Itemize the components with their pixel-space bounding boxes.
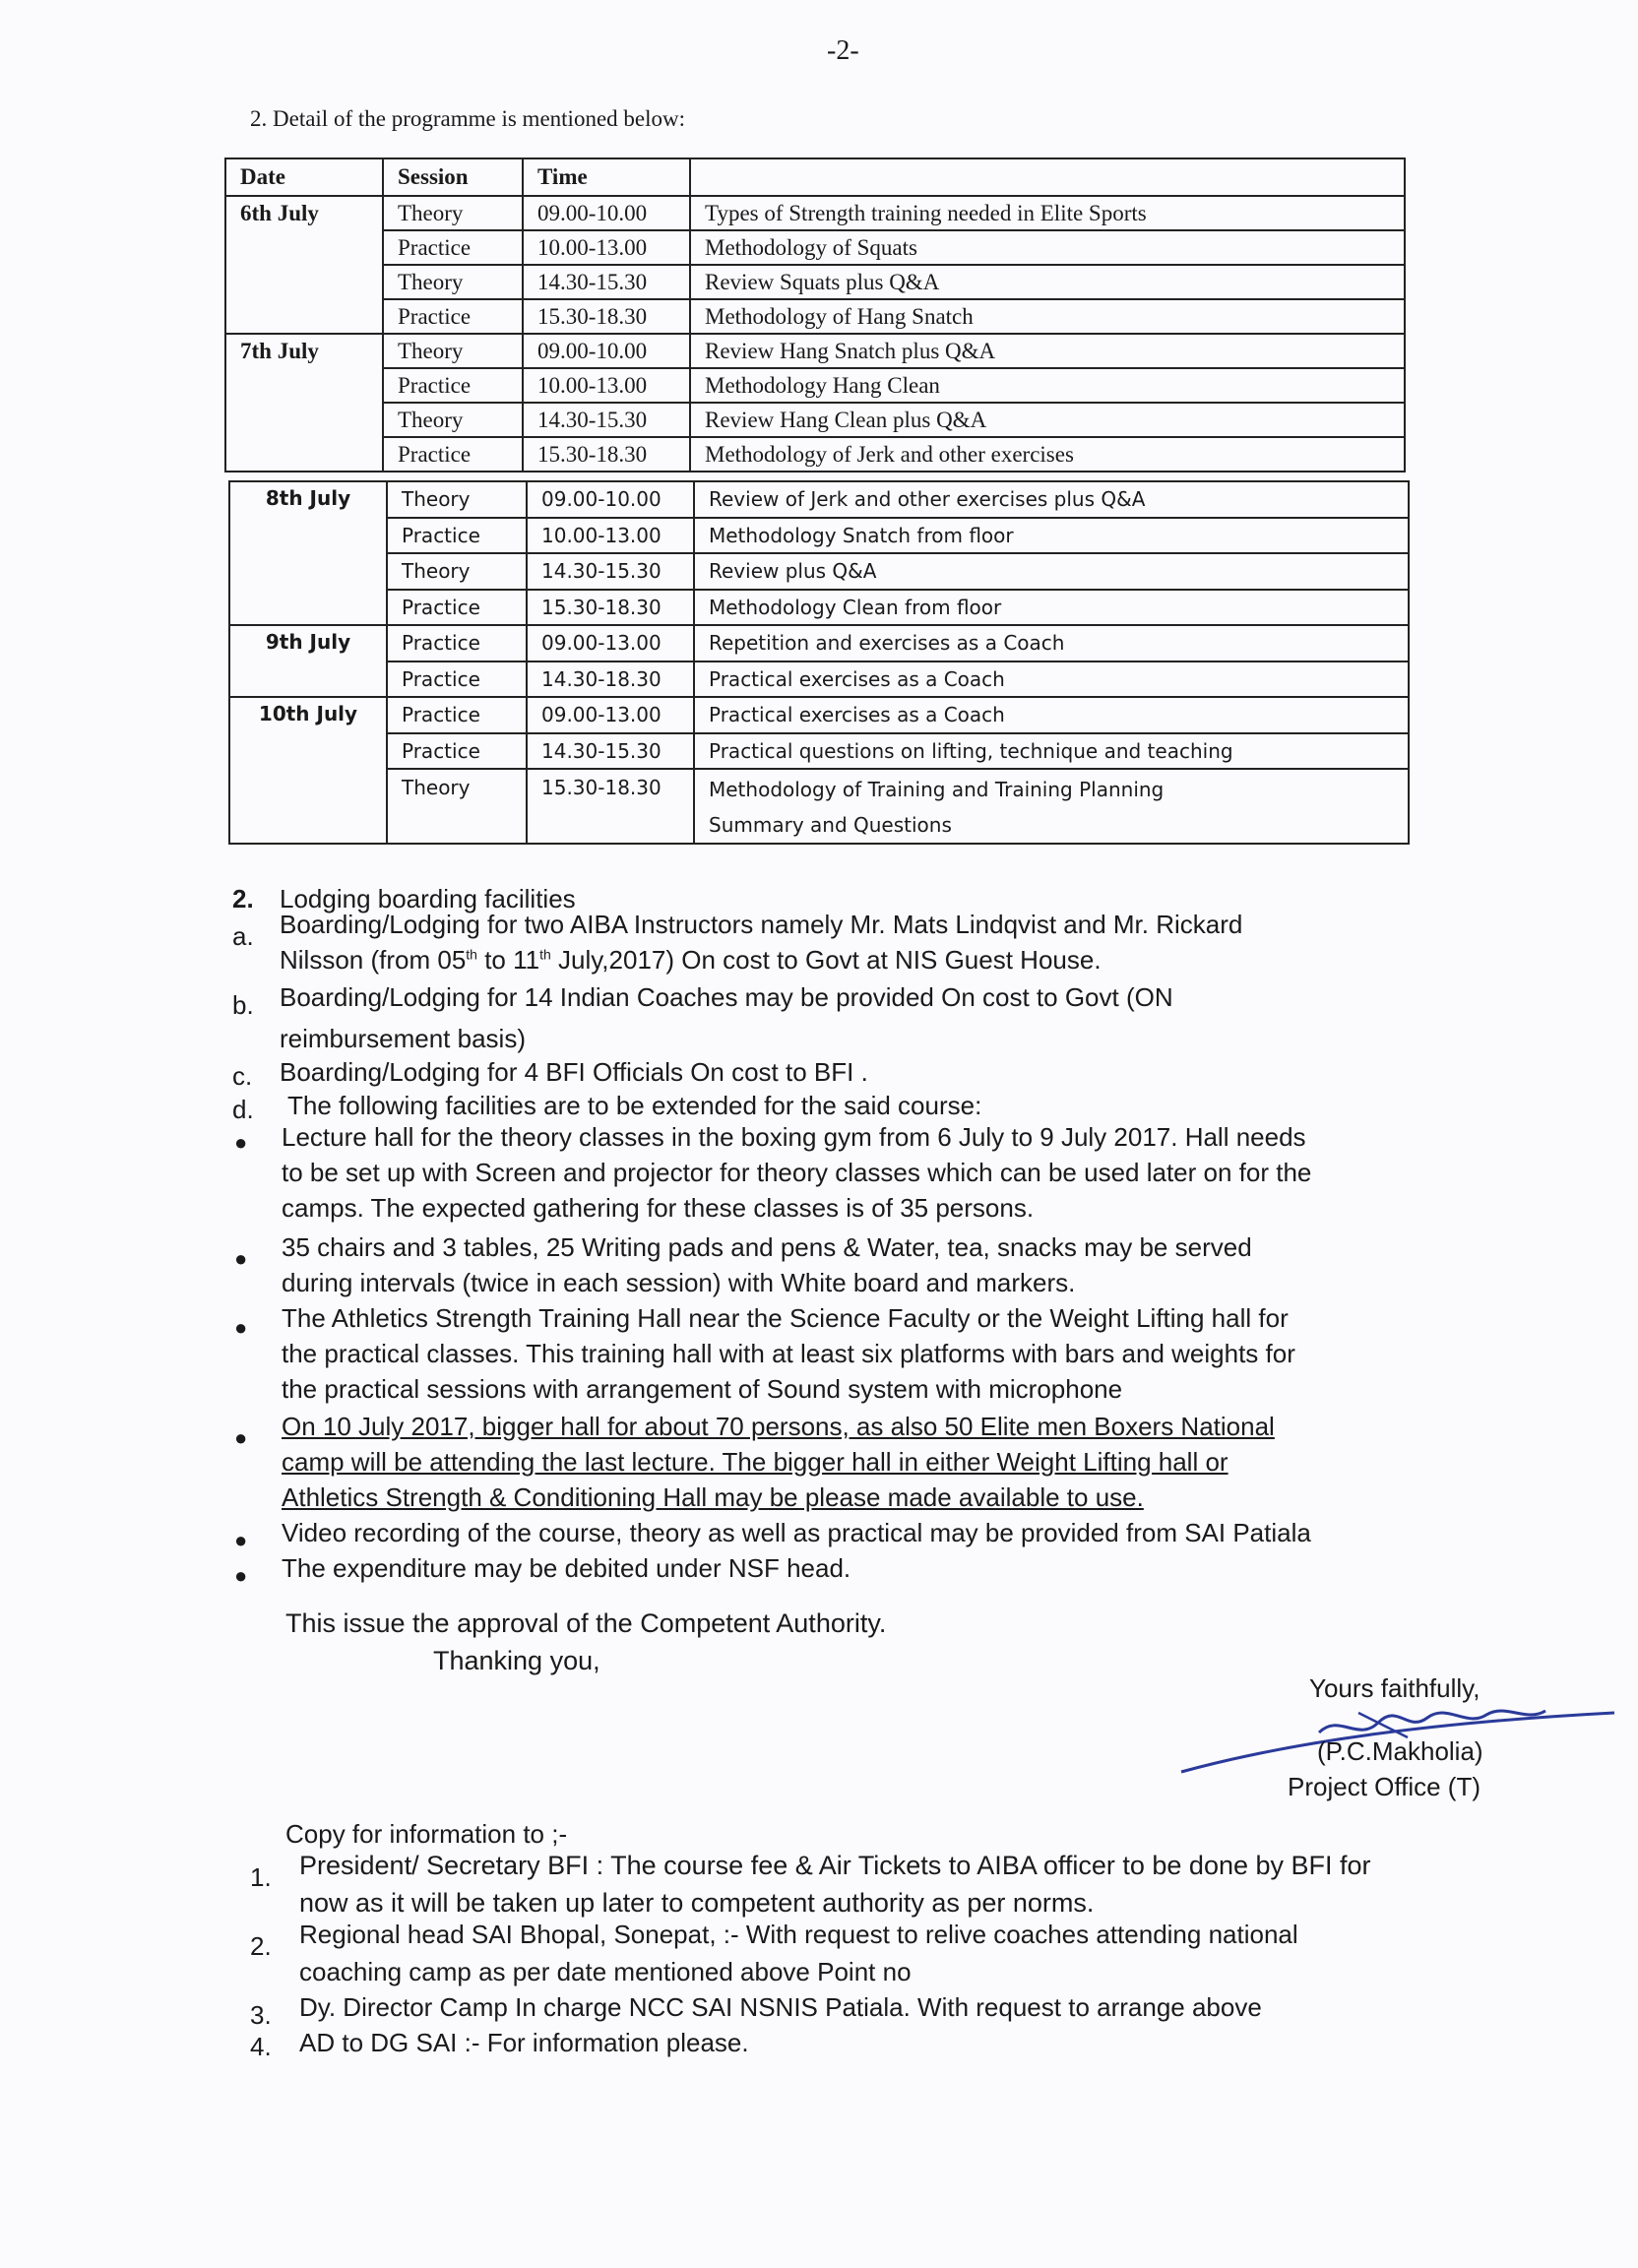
bullet-1-line: Lecture hall for the theory classes in the boxing gym from 6 July to 9 July 2017. Hall needs <box>282 1122 1306 1152</box>
time-cell: 15.30-18.30 <box>523 437 690 472</box>
bullet-3-line: the practical classes. This training hall with at least six platforms with bars and weights for <box>282 1339 1295 1368</box>
bullet-dot-icon: ● <box>234 1528 248 1552</box>
item-a-text: July,2017) On cost to Govt at NIS Guest House. <box>550 945 1102 975</box>
table-row <box>229 625 1409 662</box>
copy-item-line: AD to DG SAI :- For information please. <box>299 2028 749 2057</box>
table-row <box>225 334 1405 368</box>
time-cell: 15.30-18.30 <box>523 299 690 334</box>
item-b-line-1: Boarding/Lodging for 14 Indian Coaches may be provided On cost to Govt (ON <box>280 982 1173 1012</box>
date-cell: 7th July <box>225 334 383 472</box>
time-cell: 09.00-10.00 <box>523 196 690 230</box>
session-cell: Practice <box>383 230 523 265</box>
bullet-1-line: camps. The expected gathering for these classes is of 35 persons. <box>282 1193 1035 1223</box>
topic-cell: Methodology of Hang Snatch <box>690 299 1405 334</box>
topic-cell: Review Hang Clean plus Q&A <box>690 403 1405 437</box>
time-cell: 14.30-15.30 <box>523 265 690 299</box>
table-row <box>229 553 1409 590</box>
table-row <box>229 481 1409 518</box>
topic-cell: Practical exercises as a Coach <box>694 662 1409 698</box>
bullet-1-line: to be set up with Screen and projector for theory classes which can be used later on for the <box>282 1158 1312 1187</box>
superscript: th <box>466 946 477 963</box>
session-cell: Practice <box>387 733 527 770</box>
time-cell: 14.30-15.30 <box>527 733 694 770</box>
time-cell: 09.00-13.00 <box>527 625 694 662</box>
programme-table-2 <box>228 480 1410 845</box>
copy-item-line: Regional head SAI Bhopal, Sonepat, :- With request to relive coaches attending national <box>299 1920 1298 1949</box>
copy-item-number: 1. <box>250 1862 272 1892</box>
topic-line: Methodology of Training and Training Planning <box>709 778 1165 801</box>
topic-cell: Review Squats plus Q&A <box>690 265 1405 299</box>
bullet-4-line: Athletics Strength & Conditioning Hall may be please made available to use. <box>282 1482 1144 1512</box>
bullet-dot-icon: ● <box>234 1425 248 1450</box>
table-row <box>229 662 1409 698</box>
intro-line: 2. Detail of the programme is mentioned below: <box>250 106 685 131</box>
table-row <box>229 518 1409 554</box>
date-cell: 10th July <box>229 697 387 844</box>
table-row <box>229 769 1409 844</box>
date-cell: 9th July <box>229 625 387 697</box>
topic-cell: Practical questions on lifting, technique and teaching <box>694 733 1409 770</box>
item-b-line-2: reimbursement basis) <box>280 1024 526 1053</box>
header-topic <box>690 158 1405 196</box>
time-cell: 10.00-13.00 <box>523 368 690 403</box>
session-cell: Theory <box>387 769 527 844</box>
topic-cell: Methodology Snatch from floor <box>694 518 1409 554</box>
time-cell: 10.00-13.00 <box>523 230 690 265</box>
copy-item-line: Dy. Director Camp In charge NCC SAI NSNIS Patiala. With request to arrange above <box>299 1992 1262 2022</box>
session-cell: Practice <box>383 368 523 403</box>
session-cell: Practice <box>383 437 523 472</box>
time-cell: 14.30-15.30 <box>527 553 694 590</box>
session-cell: Practice <box>387 590 527 626</box>
item-a-line-2 <box>280 945 1102 976</box>
session-cell: Theory <box>383 265 523 299</box>
page-number: -2- <box>827 35 859 66</box>
time-cell: 15.30-18.30 <box>527 590 694 626</box>
topic-cell: Types of Strength training needed in Elite Sports <box>690 196 1405 230</box>
topic-cell <box>694 769 1409 844</box>
bullet-3-line: the practical sessions with arrangement of Sound system with microphone <box>282 1374 1123 1404</box>
bullet-2-line: during intervals (twice in each session) with White board and markers. <box>282 1268 1076 1297</box>
topic-cell: Methodology Hang Clean <box>690 368 1405 403</box>
item-a-marker: a. <box>232 921 254 951</box>
date-cell: 6th July <box>225 196 383 334</box>
copy-item-line: now as it will be taken up later to competent authority as per norms. <box>299 1888 1095 1918</box>
table-row <box>225 196 1405 230</box>
approval-line: This issue the approval of the Competent Authority. <box>285 1608 887 1638</box>
lodging-heading: Lodging boarding facilities <box>280 884 576 914</box>
bullet-dot-icon: ● <box>234 1130 248 1155</box>
session-cell: Theory <box>387 481 527 518</box>
copy-heading: Copy for information to ;- <box>285 1819 568 1849</box>
topic-cell: Review of Jerk and other exercises plus Q&A <box>694 481 1409 518</box>
item-d-line-1: The following facilities are to be extended for the said course: <box>287 1091 982 1120</box>
time-cell: 10.00-13.00 <box>527 518 694 554</box>
session-cell: Theory <box>383 196 523 230</box>
table-row <box>225 403 1405 437</box>
time-cell: 09.00-10.00 <box>527 481 694 518</box>
time-cell: 14.30-18.30 <box>527 662 694 698</box>
topic-cell: Methodology Clean from floor <box>694 590 1409 626</box>
table-row <box>225 230 1405 265</box>
bullet-5-line: Video recording of the course, theory as well as practical may be provided from SAI Patiala <box>282 1518 1311 1547</box>
session-cell: Practice <box>387 697 527 733</box>
item-c-line-1: Boarding/Lodging for 4 BFI Officials On cost to BFI . <box>280 1057 868 1087</box>
topic-cell: Practical exercises as a Coach <box>694 697 1409 733</box>
table-row <box>225 368 1405 403</box>
table-row <box>225 265 1405 299</box>
item-d-marker: d. <box>232 1095 254 1124</box>
session-cell: Practice <box>383 299 523 334</box>
time-cell: 09.00-10.00 <box>523 334 690 368</box>
session-cell: Theory <box>383 403 523 437</box>
item-a-line-1: Boarding/Lodging for two AIBA Instructors namely Mr. Mats Lindqvist and Mr. Rickard <box>280 910 1243 939</box>
topic-cell: Methodology of Jerk and other exercises <box>690 437 1405 472</box>
copy-item-line: President/ Secretary BFI : The course fee & Air Tickets to AIBA officer to be done by BFI for <box>299 1851 1371 1880</box>
table-row <box>229 733 1409 770</box>
time-cell: 15.30-18.30 <box>527 769 694 844</box>
table-row <box>229 697 1409 733</box>
thanks-line: Thanking you, <box>433 1646 600 1675</box>
copy-item-number: 2. <box>250 1931 272 1961</box>
copy-item-line: coaching camp as per date mentioned above Point no <box>299 1957 912 1986</box>
session-cell: Theory <box>387 553 527 590</box>
signatory-designation: Project Office (T) <box>1288 1772 1481 1801</box>
date-cell: 8th July <box>229 481 387 625</box>
topic-cell: Methodology of Squats <box>690 230 1405 265</box>
bullet-dot-icon: ● <box>234 1315 248 1340</box>
item-a-text: Nilsson (from 05 <box>280 945 467 975</box>
table-header-row <box>225 158 1405 196</box>
time-cell: 14.30-15.30 <box>523 403 690 437</box>
table-row <box>225 437 1405 472</box>
table-row <box>225 299 1405 334</box>
copy-item-number: 3. <box>250 2000 272 2030</box>
session-cell: Practice <box>387 518 527 554</box>
topic-cell: Review plus Q&A <box>694 553 1409 590</box>
header-time: Time <box>523 158 690 196</box>
programme-table-1 <box>224 158 1406 472</box>
yours-faithfully: Yours faithfully, <box>1309 1673 1480 1703</box>
topic-cell: Repetition and exercises as a Coach <box>694 625 1409 662</box>
bullet-dot-icon: ● <box>234 1563 248 1588</box>
bullet-2-line: 35 chairs and 3 tables, 25 Writing pads and pens & Water, tea, snacks may be served <box>282 1232 1252 1262</box>
item-a-text: to 11 <box>476 945 540 975</box>
bullet-4-line: camp will be attending the last lecture. The bigger hall in either Weight Lifting hall or <box>282 1447 1228 1477</box>
session-cell: Practice <box>387 625 527 662</box>
session-cell: Practice <box>387 662 527 698</box>
topic-line: Summary and Questions <box>709 813 952 837</box>
topic-cell: Review Hang Snatch plus Q&A <box>690 334 1405 368</box>
time-cell: 09.00-13.00 <box>527 697 694 733</box>
header-session: Session <box>383 158 523 196</box>
item-b-marker: b. <box>232 990 254 1020</box>
superscript: th <box>539 946 551 963</box>
header-date: Date <box>225 158 383 196</box>
item-c-marker: c. <box>232 1061 253 1091</box>
bullet-dot-icon: ● <box>234 1246 248 1271</box>
bullet-6-line: The expenditure may be debited under NSF head. <box>282 1553 851 1583</box>
session-cell: Theory <box>383 334 523 368</box>
lodging-heading-number: 2. <box>232 884 254 914</box>
bullet-3-line: The Athletics Strength Training Hall near the Science Faculty or the Weight Lifting hall for <box>282 1303 1289 1333</box>
table-row <box>229 590 1409 626</box>
signatory-name: (P.C.Makholia) <box>1317 1736 1483 1766</box>
copy-item-number: 4. <box>250 2032 272 2061</box>
bullet-4-line: On 10 July 2017, bigger hall for about 70 persons, as also 50 Elite men Boxers National <box>282 1412 1275 1441</box>
